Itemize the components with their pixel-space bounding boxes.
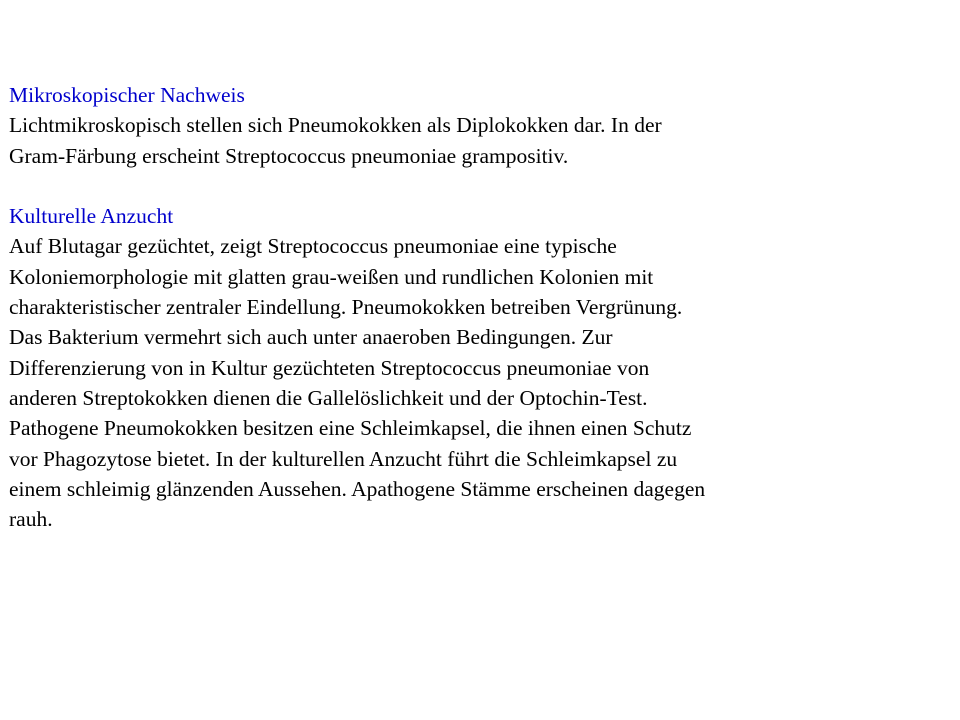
section-heading-microscopy: Mikroskopischer Nachweis [9, 83, 245, 107]
text-block [9, 80, 939, 534]
paragraph-line: anderen Streptokokken dienen die Gallelöslichkeit und der Optochin-Test. [9, 385, 648, 410]
paragraph-line: charakteristischer zentraler Eindellung. Pneumokokken betreiben Vergrünung. [9, 295, 683, 320]
paragraph-line: Lichtmikroskopisch stellen sich Pneumokokken als Diplokokken dar. In der [9, 113, 662, 138]
paragraph-line: vor Phagozytose bietet. In der kulturellen Anzucht führt die Schleimkapsel zu [9, 446, 678, 471]
paragraph-line: Das Bakterium vermehrt sich auch unter anaeroben Bedingungen. Zur [9, 325, 613, 350]
paragraph-line: einem schleimig glänzenden Aussehen. Apathogene Stämme erscheinen dagegen [9, 476, 706, 501]
paragraph-line: rauh. [9, 507, 53, 532]
paragraph-line: Pathogene Pneumokokken besitzen eine Schleimkapsel, die ihnen einen Schutz [9, 416, 692, 441]
section-spacer [9, 171, 939, 201]
section-heading-culture: Kulturelle Anzucht [9, 204, 174, 229]
section-culture [9, 201, 939, 534]
paragraph-line: Gram-Färbung erscheint Streptococcus pneumoniae grampositiv. [9, 143, 569, 168]
paragraph-line: Auf Blutagar gezüchtet, zeigt Streptococcus pneumoniae eine typische [9, 234, 617, 259]
paragraph-line: Koloniemorphologie mit glatten grau-weißen und rundlichen Kolonien mit [9, 264, 654, 289]
section-microscopy [9, 80, 939, 171]
paragraph-line: Differenzierung von in Kultur gezüchteten Streptococcus pneumoniae von [9, 355, 650, 380]
